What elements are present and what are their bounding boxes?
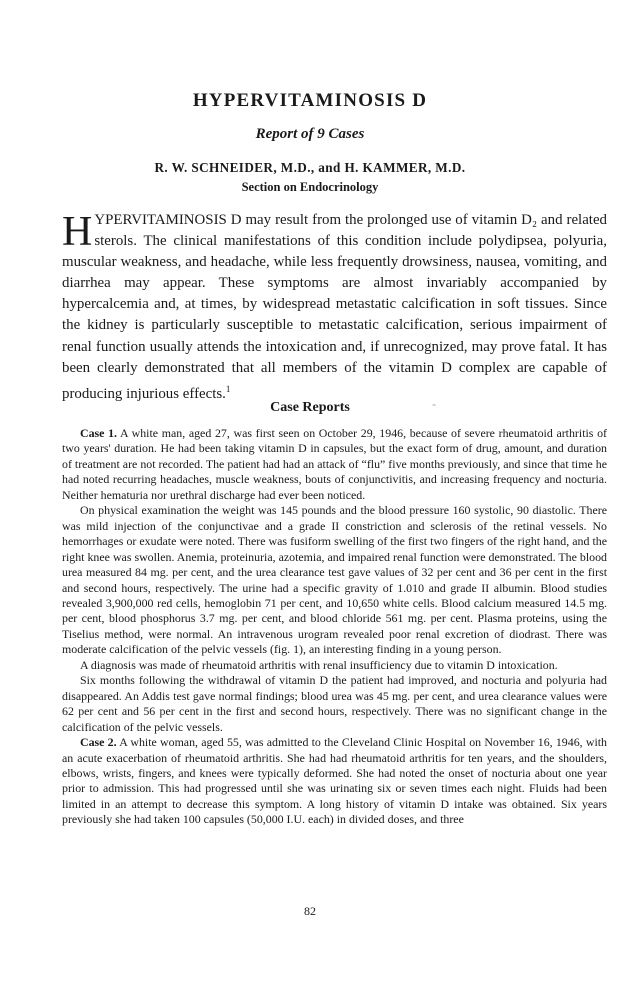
intro-paragraph xyxy=(62,210,607,405)
section-affiliation: Section on Endocrinology xyxy=(241,180,379,194)
paragraph-text: A diagnosis was made of rheumatoid arthritis with renal insufficiency due to vitamin D intoxication. xyxy=(80,657,558,672)
paragraph-text: On physical examination the weight was 145 pounds and the blood pressure 160 systolic, 90 diastolic. There was mild injection of the conjunctivae and a grade II constriction and sclerosis of the retinal vessels. No hemorrhages or exudate were noted. There was fusiform swelling of the first two fingers of the right hand, and the right knee was swollen. Anemia, proteinuria, azotemia, and impaired renal function were demonstrated. The blood urea measured 84 mg. per cent, and the urea clearance test gave values of 32 per cent and 36 per cent in the first and second hours, respectively. The urine had a specific gravity of 1.010 and grade II albumin. Blood studies revealed 3,900,000 red cells, hemoglobin 71 per cent, and 10,650 white cells. Blood calcium measured 14.5 mg. per cent, blood phosphorus 3.7 mg. per cent, and blood chloride 561 mg. per cent. Plasma proteins, using the Tiselius method, were normal. An intravenous urogram revealed poor renal excretion of diodrast. There was moderate calcification of the pelvic vessels (fig. 1), an interesting finding in a young person. xyxy=(62,503,607,657)
case-label: Case 1. xyxy=(80,426,118,440)
case-reports-heading: Case Reports xyxy=(270,400,350,415)
drop-cap: H xyxy=(62,209,93,255)
case-label: Case 2. xyxy=(80,735,117,750)
follow-up-paragraph xyxy=(62,673,607,735)
author-line: R. W. SCHNEIDER, M.D., and H. KAMMER, M.D. xyxy=(154,160,466,175)
intro-text: YPERVITAMINOSIS D may result from the prolonged use of vitamin D₂ and related sterols. The clinical manifestations of this condition include polydipsea, polyuria, muscular weakness, and headache, while less frequently drowsiness, nausea, vomiting, and diarrhea may appear. These symptoms are almost invariably accompanied by hypercalcemia and, at times, by widespread metastatic calcification in soft tissues. Since the kidney is particularly susceptible to metastatic calcification, serious impairment of renal function usually attends the intoxication and, if unrecognized, may prove fatal. It has been clearly demonstrated that all members of the vitamin D complex are capable of producing injurious effects. xyxy=(62,212,607,402)
footnote-reference: 1 xyxy=(225,383,231,394)
case-reports-body xyxy=(62,426,607,828)
paragraph-text: Six months following the withdrawal of vitamin D the patient had improved, and nocturia and polyuria had disappeared. An Addis test gave normal findings; blood urea was 45 mg. per cent, and urea clearance values were 62 per cent and 56 per cent in the first and second hours, respectively. There was no significant change in the calcification of the pelvic vessels. xyxy=(62,673,607,734)
case-1-paragraph xyxy=(62,426,607,503)
article-title: HYPERVITAMINOSIS D xyxy=(192,90,428,111)
paragraph-text: A white woman, aged 55, was admitted to the Cleveland Clinic Hospital on November 16, 1946, with an acute exacerbation of rheumatoid arthritis. She had had rheumatoid arthritis for ten years, and the shoulders, elbows, wrists, fingers, and knees were typically deformed. She had noted the onset of nocturia about one year prior to admission. This had progressed until she was urinating six or seven times each night. Fluids had been limited in an attempt to decrease this symptom. A long history of vitamin D intake was obtained. Six years previously she had taken 100 capsules (50,000 I.U. each) in divided doses, and three xyxy=(62,735,607,827)
article-subtitle: Report of 9 Cases xyxy=(255,126,365,142)
diagnosis-paragraph xyxy=(62,658,607,673)
page-number: 82 xyxy=(304,904,316,918)
physical-exam-paragraph xyxy=(62,503,607,658)
paragraph-text: A white man, aged 27, was first seen on October 29, 1946, because of severe rheumatoid arthritis of two years' duration. He had been taking vitamin D in capsules, but the exact form of drug, amount, and duration of treatment are not recorded. The patient had had an attack of “flu” five months previously, and since that time he had noted recurring headaches, muscle weakness, bouts of conjunctivitis, and increasing frequency and nocturia. Neither hematuria nor urethral discharge had ever been noticed. xyxy=(62,426,607,502)
stray-print-mark: ⁼ xyxy=(432,402,437,411)
case-2-paragraph xyxy=(62,735,607,828)
